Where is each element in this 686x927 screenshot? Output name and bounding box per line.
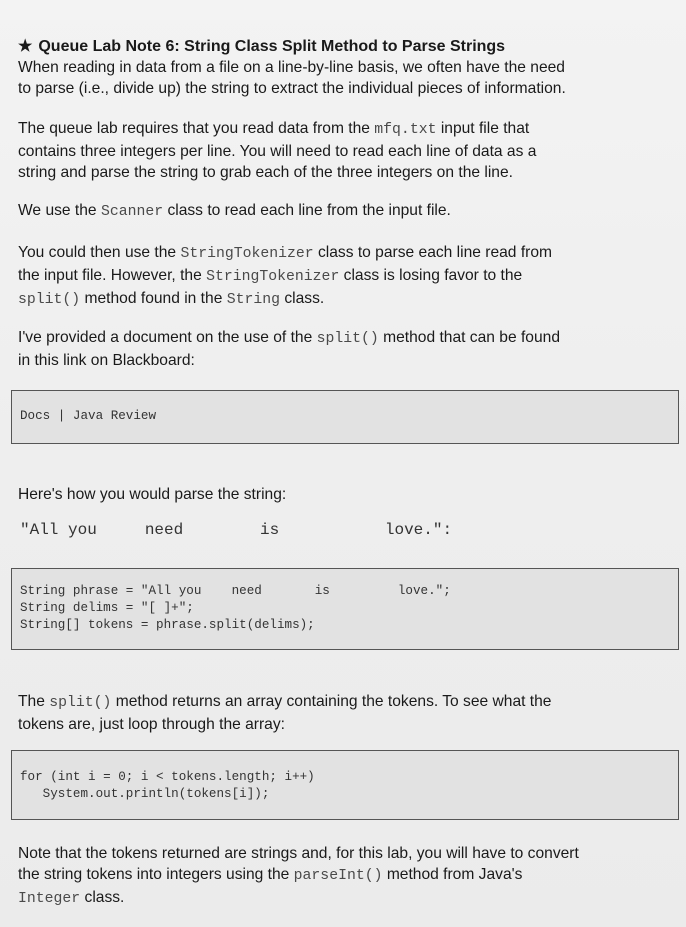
para2-line-1	[18, 118, 658, 141]
parse-intro	[18, 484, 658, 505]
para4-text-d: class is losing favor to the	[343, 267, 523, 284]
loop-line-2: System.out.println(tokens[i]);	[20, 787, 270, 801]
para5-line-2: in this link on Blackboard:	[18, 352, 195, 369]
intro-paragraph	[18, 57, 658, 99]
para4-text-e: method found in the	[84, 290, 223, 307]
example-string: "All you need is love.":	[20, 521, 453, 539]
split-code-3: split()	[49, 695, 112, 711]
split-returns-paragraph	[18, 691, 658, 735]
para2-line-2: contains three integers per line. You will need to read each line of data as a	[18, 143, 537, 160]
blackboard-link[interactable]: Docs | Java Review	[20, 409, 157, 423]
intro-line-2: to parse (i.e., divide up) the string to extract the individual pieces of information.	[18, 80, 566, 97]
para2-text-a: The queue lab requires that you read data from the	[18, 120, 370, 137]
para3-text-a: We use the	[18, 202, 97, 219]
para4-line-1	[18, 242, 658, 265]
para2-line-3: string and parse the string to grab each of the three integers on the line.	[18, 164, 513, 181]
code-line-1: String phrase = "All you need is love.";	[20, 584, 451, 598]
para4-text-c: the input file. However, the	[18, 267, 202, 284]
parse-intro-text: Here's how you would parse the string:	[18, 486, 287, 503]
file-name-code: mfq.txt	[374, 122, 437, 138]
loop-code-box	[11, 750, 679, 820]
parseint-code: parseInt()	[293, 868, 383, 884]
para4-line-3	[18, 288, 658, 311]
stringtokenizer-code-2: StringTokenizer	[206, 269, 340, 285]
scanner-paragraph	[18, 200, 658, 223]
intro-line-1: When reading in data from a file on a line-by-line basis, we often have the need	[18, 59, 565, 76]
para6-text-a: The	[18, 693, 45, 710]
integer-class-code: Integer	[18, 891, 81, 907]
scanner-code: Scanner	[100, 204, 164, 220]
star-icon: ★	[18, 38, 33, 55]
para2-text-b: input file that	[440, 120, 530, 137]
para5-line-1	[18, 327, 658, 350]
split-code-1: split()	[18, 292, 81, 308]
para5-text-a: I've provided a document on the use of the	[18, 329, 313, 346]
para7-text-c: class.	[84, 889, 125, 906]
note-title	[18, 36, 658, 57]
queue-lab-paragraph	[18, 118, 658, 183]
loop-line-1: for (int i = 0; i < tokens.length; i++)	[20, 770, 315, 784]
para6-line-1	[18, 691, 658, 714]
para5-text-b: method that can be found	[383, 329, 560, 346]
title-text: Queue Lab Note 6: String Class Split Method to Parse Strings	[38, 38, 506, 55]
para4-line-2	[18, 265, 658, 288]
para6-text-b: method returns an array containing the tokens. To see what the	[115, 693, 552, 710]
para7-line-3	[18, 887, 668, 910]
para3-text-b: class to read each line from the input file.	[167, 202, 451, 219]
stringtokenizer-code-1: StringTokenizer	[180, 246, 314, 262]
tokenizer-paragraph	[18, 242, 658, 311]
para7-line-2	[18, 864, 668, 887]
para4-text-a: You could then use the	[18, 244, 177, 261]
string-class-code: String	[226, 292, 280, 308]
split-code-box	[11, 568, 679, 650]
blackboard-link-box	[11, 390, 679, 444]
para7-text-a: the string tokens into integers using the	[18, 866, 290, 883]
para4-text-f: class.	[284, 290, 325, 307]
code-line-2: String delims = "[ ]+";	[20, 601, 194, 615]
split-code-2: split()	[316, 331, 379, 347]
para4-text-b: class to parse each line read from	[317, 244, 553, 261]
para6-line-2: tokens are, just loop through the array:	[18, 716, 285, 733]
code-line-3: String[] tokens = phrase.split(delims);	[20, 618, 315, 632]
para7-line-1: Note that the tokens returned are strings and, for this lab, you will have to convert	[18, 845, 579, 862]
document-paragraph	[18, 327, 658, 371]
para7-text-b: method from Java's	[386, 866, 523, 883]
parseint-paragraph	[18, 843, 668, 910]
